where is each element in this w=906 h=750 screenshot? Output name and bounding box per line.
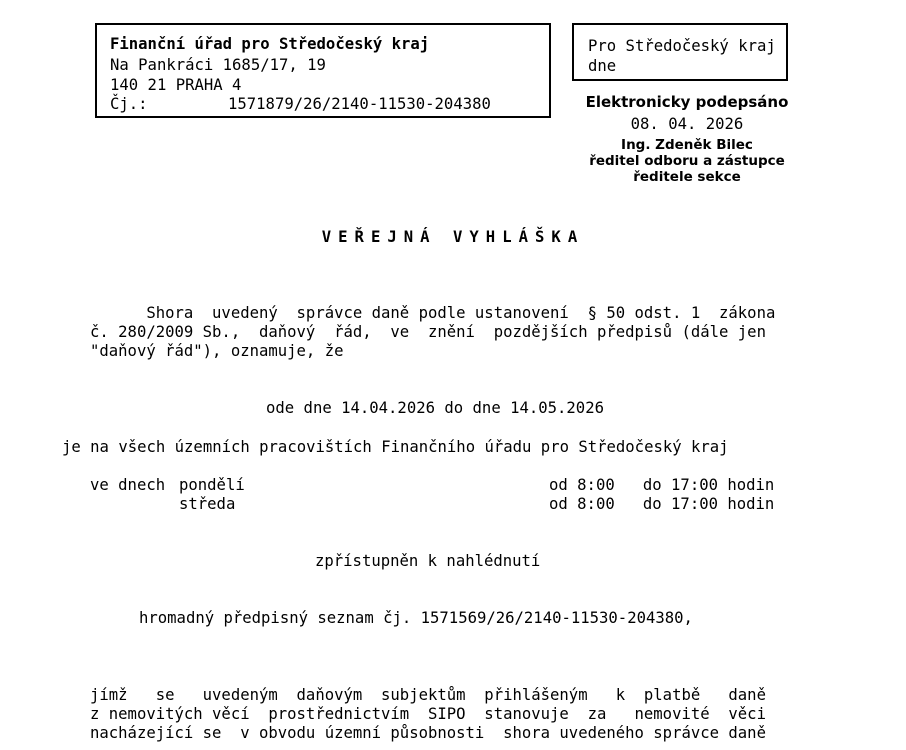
intro-line-2: č. 280/2009 Sb., daňový řád, ve znění pozdějších předpisů (dále jen xyxy=(90,323,766,341)
recipient-line-1: Pro Středočeský kraj xyxy=(588,37,776,55)
availability-statement: je na všech územních pracovištích Finančního úřadu pro Středočeský kraj xyxy=(62,438,729,456)
sender-city: 140 21 PRAHA 4 xyxy=(110,76,242,94)
signature-date: 08. 04. 2026 xyxy=(630,115,744,133)
hours-prefix: ve dnech xyxy=(90,476,166,494)
reference-number: 1571879/26/2140-11530-204380 xyxy=(228,95,491,113)
intro-line-3: "daňový řád"), oznamuje, že xyxy=(90,342,344,360)
recipient-line-2: dne xyxy=(588,57,617,75)
hours-day: pondělí xyxy=(179,476,245,494)
signer-role-line-1: ředitel odboru a zástupce xyxy=(589,153,785,169)
closing-line-1: jímž se uvedeným daňovým subjektům přihlášeným k platbě daně xyxy=(90,686,766,704)
hours-day: středa xyxy=(179,495,236,513)
access-statement: zpřístupněn k nahlédnutí xyxy=(315,552,541,570)
sender-office-name: Finanční úřad pro Středočeský kraj xyxy=(110,35,430,53)
intro-line-1: Shora uvedený správce daně podle ustanovení § 50 odst. 1 zákona xyxy=(90,304,776,322)
signer-name: Ing. Zdeněk Bilec xyxy=(621,137,753,153)
reference-label: Čj.: xyxy=(110,95,148,113)
hours-time: od 8:00 do 17:00 hodin xyxy=(549,495,775,513)
register-reference: hromadný předpisný seznam čj. 1571569/26/2140-11530-204380, xyxy=(139,609,693,627)
signer-role-line-2: ředitele sekce xyxy=(633,169,741,185)
signature-status: Elektronicky podepsáno xyxy=(585,93,789,111)
closing-line-2: z nemovitých věcí prostřednictvím SIPO stanovuje za nemovité věci xyxy=(90,705,766,723)
document-title: VEŘEJNÁ VYHLÁŠKA xyxy=(321,228,585,246)
sender-street: Na Pankráci 1685/17, 19 xyxy=(110,56,326,74)
closing-line-3: nacházející se v obvodu územní působnosti shora uvedeného správce daně xyxy=(90,724,766,742)
recipient-box xyxy=(572,23,788,81)
period-range: ode dne 14.04.2026 do dne 14.05.2026 xyxy=(266,399,604,417)
hours-time: od 8:00 do 17:00 hodin xyxy=(549,476,775,494)
sender-address-box xyxy=(95,23,551,118)
